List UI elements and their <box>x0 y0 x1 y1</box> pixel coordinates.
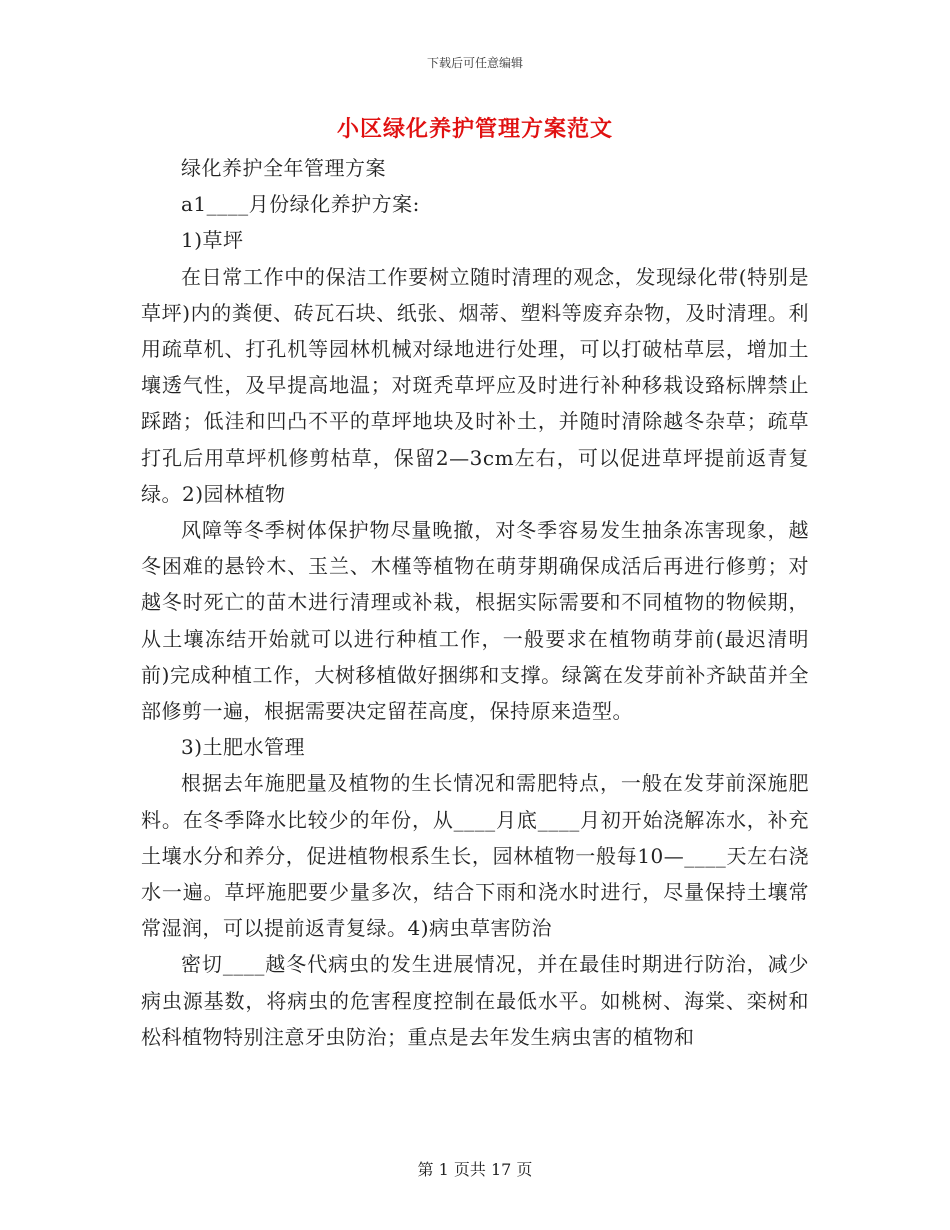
paragraph-month-plan: a1____月份绿化养护方案: <box>181 192 420 217</box>
document-body <box>141 150 809 1055</box>
paragraph-plants-body: 风障等冬季树体保护物尽量晚撤，对冬季容易发生抽条冻害现象，越冬困难的悬铃木、玉兰、木槿等植物在萌芽期确保成活后再进行修剪；对越冬时死亡的苗木进行清理或补栽，根据实际需要和不同植物的物候期，从土壤冻结开始就可以进行种植工作，一般要求在植物萌芽前(最迟清明前)完成种植工作，大树移植做好捆绑和支撑。绿篱在发芽前补齐缺苗并全部修剪一遍，根据需要决定留茬高度，保持原来造型。 <box>141 518 809 724</box>
paragraph-soil-body: 根据去年施肥量及植物的生长情况和需肥特点，一般在发芽前深施肥料。在冬季降水比较少的年份，从____月底____月初开始浇解冻水，补充土壤水分和养分，促进植物根系生长，园林植物一般每10—____天左右浇水一遍。草坪施肥要少量多次，结合下雨和浇水时进行，尽量保持土壤常常湿润，可以提前返青复绿。4)病虫草害防治 <box>141 771 809 941</box>
page-footer: 第 1 页共 17 页 <box>417 1160 533 1179</box>
paragraph-plan-heading: 绿化养护全年管理方案 <box>181 156 386 180</box>
document-title: 小区绿化养护管理方案范文 <box>336 116 613 142</box>
paragraph-soil-heading: 3)土肥水管理 <box>181 735 306 760</box>
paragraph-pest-body: 密切____越冬代病虫的发生进展情况，并在最佳时期进行防治，减少病虫源基数，将病虫的危害程度控制在最低水平。如桃树、海棠、栾树和松科植物特别注意牙虫防治；重点是去年发生病虫害的植物和 <box>141 952 809 1049</box>
paragraph-lawn-body: 在日常工作中的保洁工作要树立随时清理的观念，发现绿化带(特别是草坪)内的粪便、砖瓦石块、纸张、烟蒂、塑料等废弃杂物，及时清理。利用疏草机、打孔机等园林机械对绿地进行处理，可以打破枯草层，增加土壤透气性，及早提高地温；对斑秃草坪应及时进行补种移栽设臵标牌禁止踩踏；低洼和凹凸不平的草坪地块及时补土，并随时清除越冬杂草；疏草打孔后用草坪机修剪枯草，保留2—3cm左右，可以促进草坪提前返青复绿。2)园林植物 <box>141 264 809 506</box>
paragraph-lawn-heading: 1)草坪 <box>181 228 244 253</box>
header-note: 下载后可任意编辑 <box>426 56 523 70</box>
